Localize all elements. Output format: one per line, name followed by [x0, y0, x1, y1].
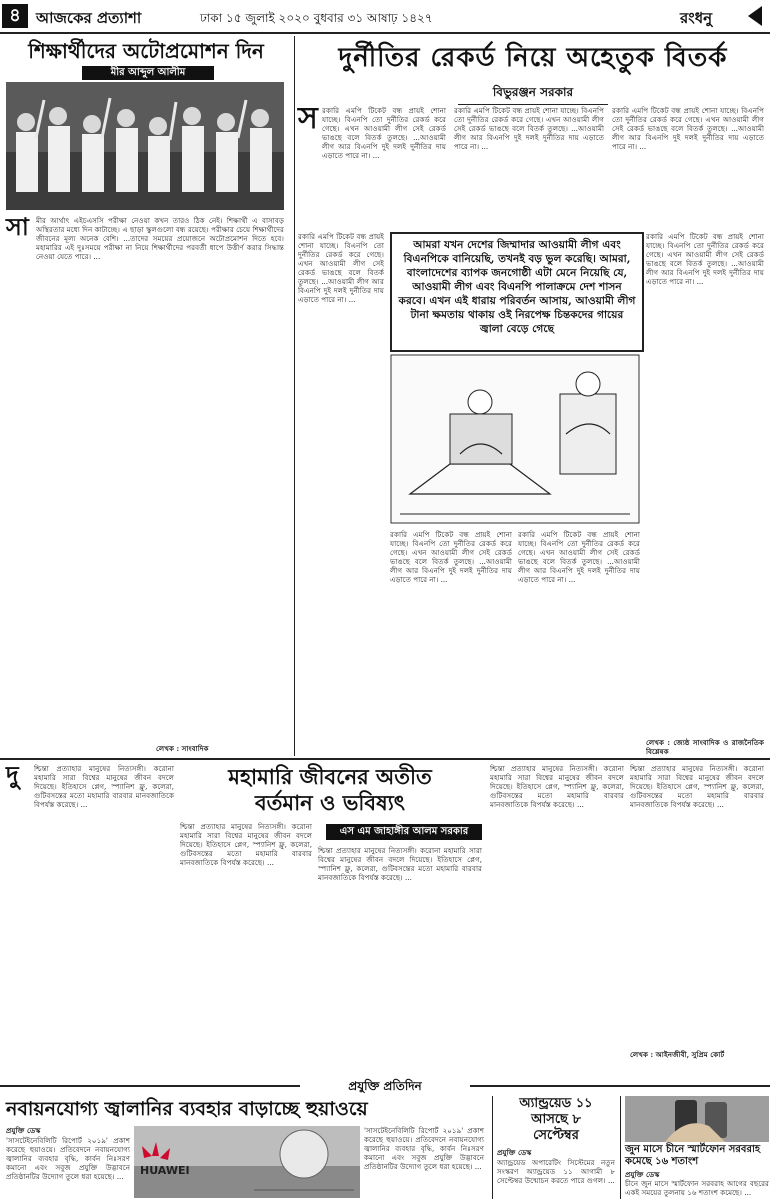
article-body-col2: রকারি এমপি টিকেট বন্ধ প্রায়ই শোনা যাচ্ছে। বিএনপি তো দুর্নীতির রেকর্ড করে গেছে। এখন আওয়ামী লীগ সেই রেকর্ড ভাঙছে বলে বিতর্ক তুলছে। ...আওয়ামী লীগ আর বিএনপি দুই দলই দুর্নীতির দায় এড়াতে পারে না। ... — [454, 106, 604, 151]
article-title: নবায়নযোগ্য জ্বালানির ব্যবহার বাড়াচ্ছে হুয়াওয়ে — [6, 1098, 368, 1120]
article-corruption — [298, 36, 770, 756]
article-body-col5: শ্চিন্তা প্রত্যাহার মানুষের নিত্যসঙ্গী। করোনা মহামারি সারা বিশ্বের মানুষের জীবন বদলে দিয়েছে। ইতিহাসে প্লেগ, স্প্যানিশ ফ্লু, কলেরা, গুটিবসন্তের মতো মহামারি বারবার মানবজাতিকে বিপর্যস্ত করেছে। ... — [630, 764, 764, 809]
huawei-logo: HUAWEI — [140, 1164, 190, 1177]
article-author: মীর আব্দুল আলীম — [82, 66, 214, 80]
article-title-line2: আসছে ৮ — [531, 1112, 581, 1127]
article-body-left: রকারি এমপি টিকেট বন্ধ প্রায়ই শোনা যাচ্ছে। বিএনপি তো দুর্নীতির রেকর্ড করে গেছে। এখন আওয়ামী লীগ সেই রেকর্ড ভাঙছে বলে বিতর্ক তুলছে। ...আওয়ামী লীগ আর বিএনপি দুই দলই দুর্নীতির দায় এড়াতে পারে না। ... — [298, 232, 384, 304]
article-author: বিভুরঞ্জন সরকার — [458, 84, 608, 105]
article-body: অ্যান্ড্রয়েড অপারেটিং সিস্টেমের নতুন সংস্করণ অ্যান্ড্রয়েড ১১ আগামী ৮ সেপ্টেম্বর উন্মোচন করতে পারে গুগল। ... — [497, 1158, 615, 1185]
article-body-col4: শ্চিন্তা প্রত্যাহার মানুষের নিত্যসঙ্গী। করোনা মহামারি সারা বিশ্বের মানুষের জীবন বদলে দিয়েছে। ইতিহাসে প্লেগ, স্প্যানিশ ফ্লু, কলেরা, গুটিবসন্তের মতো মহামারি বারবার মানবজাতিকে বিপর্যস্ত করেছে। ... — [490, 764, 624, 809]
page-header — [0, 0, 770, 32]
dropcap: দু — [6, 760, 19, 789]
article-footer: লেখক : আইনজীবী, সুপ্রিম কোর্ট — [630, 1050, 725, 1059]
article-title: দুর্নীতির রেকর্ড নিয়ে অহেতুক বিতর্ক — [338, 43, 728, 73]
article-body-col3: রকারি এমপি টিকেট বন্ধ প্রায়ই শোনা যাচ্ছে। বিএনপি তো দুর্নীতির রেকর্ড করে গেছে। এখন আওয়ামী লীগ সেই রেকর্ড ভাঙছে বলে বিতর্ক তুলছে। ...আওয়ামী লীগ আর বিএনপি দুই দলই দুর্নীতির দায় এড়াতে পারে না। ... — [612, 106, 764, 151]
article-title-line2: বর্তমান ও ভবিষ্যৎ — [254, 790, 406, 815]
article-body: চীনে জুন মাসে স্মার্টফোন সরবরাহ আগের বছরের একই সময়ের তুলনায় ১৬ শতাংশ কমেছে। ... — [625, 1179, 769, 1197]
dateline: ঢাকা ১৫ জুলাই ২০২০ বুধবার ৩১ আষাঢ় ১৪২৭ — [200, 11, 433, 25]
section-arrow-icon — [748, 6, 762, 26]
article-title-line2: কমেছে ১৬ শতাংশ — [625, 1156, 699, 1167]
tech-section-banner — [0, 1078, 770, 1094]
article-body-col1: রকারি এমপি টিকেট বন্ধ প্রায়ই শোনা যাচ্ছে। বিএনপি তো দুর্নীতির রেকর্ড করে গেছে। এখন আওয়ামী লীগ সেই রেকর্ড ভাঙছে বলে বিতর্ক তুলছে। ...আওয়ামী লীগ আর বিএনপি দুই দলই দুর্নীতির দায় এড়াতে পারে না। ... — [322, 106, 446, 160]
article-byline: প্রযুক্তি ডেস্ক — [6, 1126, 41, 1135]
smartphone-photo — [625, 1096, 769, 1142]
column-divider — [294, 36, 295, 756]
article-author: এস এম জাহাঙ্গীর আলম সরকার — [326, 824, 482, 840]
article-footer: লেখক : জ্যেষ্ঠ সাংবাদিক ও রাজনৈতিক বিশ্লেষক — [646, 738, 764, 756]
article-body-col2: 'সাসটেইনেবিলিটি রিপোর্ট ২০১৯' প্রকাশ করেছে হুয়াওয়ে। প্রতিবেদনে নবায়নযোগ্য জ্বালানির ব্যবহার বৃদ্ধি, কার্বন নিঃসরণ কমানো এবং সবুজ প্রযুক্তি উদ্ভাবনে প্রতিষ্ঠানটির উদ্যোগ তুলে ধরা হয়েছে। ... — [364, 1126, 484, 1171]
pullquote-box — [390, 232, 644, 352]
mid-divider — [0, 758, 770, 760]
article-body-col-center2: রকারি এমপি টিকেট বন্ধ প্রায়ই শোনা যাচ্ছে। বিএনপি তো দুর্নীতির রেকর্ড করে গেছে। এখন আওয়ামী লীগ সেই রেকর্ড ভাঙছে বলে বিতর্ক তুলছে। ...আওয়ামী লীগ আর বিএনপি দুই দলই দুর্নীতির দায় এড়াতে পারে না। ... — [518, 530, 640, 584]
article-title-line3: সেপ্টেম্বর — [533, 1128, 579, 1143]
article-autopromotion — [0, 36, 292, 756]
article-body-right: রকারি এমপি টিকেট বন্ধ প্রায়ই শোনা যাচ্ছে। বিএনপি তো দুর্নীতির রেকর্ড করে গেছে। এখন আওয়ামী লীগ সেই রেকর্ড ভাঙছে বলে বিতর্ক তুলছে। ...আওয়ামী লীগ আর বিএনপি দুই দলই দুর্নীতির দায় এড়াতে পারে না। ... — [646, 232, 764, 286]
dropcap: স — [298, 101, 318, 136]
article-title: শিক্ষার্থীদের অটোপ্রমোশন দিন — [28, 39, 264, 63]
section-banner-label: প্রযুক্তি প্রতিদিন — [300, 1078, 470, 1094]
article-huawei — [0, 1096, 488, 1199]
paper-name: আজকের প্রত্যাশা — [36, 9, 142, 27]
pullquote-text: আমরা যখন দেশের জিম্মাদার আওয়ামী লীগ এবং বিএনপিকে বানিয়েছি, তখনই বড় ভুল করেছি। আমরা, বাংলাদেশের ব্যাপক জনগোষ্ঠী এটা মেনে নিয়েছি যে, আওয়ামী লীগ এবং বিএনপি পালাক্রমে দেশ শাসন করবে। এখন এই ধারায় পরিবর্তন আসায়, আওয়ামী লীগ টানা ক্ষমতায় থাকায় ওই নিরপেক্ষ চিন্তকদের গায়ের জ্বালা বেড়ে গেছে — [398, 239, 636, 335]
article-body-col2: শ্চিন্তা প্রত্যাহার মানুষের নিত্যসঙ্গী। করোনা মহামারি সারা বিশ্বের মানুষের জীবন বদলে দিয়েছে। ইতিহাসে প্লেগ, স্প্যানিশ ফ্লু, কলেরা, গুটিবসন্তের মতো মহামারি বারবার মানবজাতিকে বিপর্যস্ত করেছে। ... — [180, 822, 312, 867]
page-number: ৪ — [2, 4, 28, 28]
article-title-line1: মহামারি জীবনের অতীত — [228, 764, 432, 789]
article-body-col1: 'সাসটেইনেবিলিটি রিপোর্ট ২০১৯' প্রকাশ করেছে হুয়াওয়ে। প্রতিবেদনে নবায়নযোগ্য জ্বালানির ব্যবহার বৃদ্ধি, কার্বন নিঃসরণ কমানো এবং সবুজ প্রযুক্তি উদ্ভাবনে প্রতিষ্ঠানটির উদ্যোগ তুলে ধরা হয়েছে। ... — [6, 1136, 130, 1181]
dropcap: সা — [6, 212, 29, 241]
politics-cartoon — [390, 354, 640, 524]
article-byline: প্রযুক্তি ডেস্ক — [625, 1170, 660, 1179]
article-byline: প্রযুক্তি ডেস্ক — [497, 1148, 532, 1157]
article-body-col3: শ্চিন্তা প্রত্যাহার মানুষের নিত্যসঙ্গী। করোনা মহামারি সারা বিশ্বের মানুষের জীবন বদলে দিয়েছে। ইতিহাসে প্লেগ, স্প্যানিশ ফ্লু, কলেরা, গুটিবসন্তের মতো মহামারি বারবার মানবজাতিকে বিপর্যস্ত করেছে। ... — [318, 846, 482, 882]
students-protest-photo — [6, 82, 284, 210]
article-pandemic — [0, 762, 770, 1074]
article-body-col1: শ্চিন্তা প্রত্যাহার মানুষের নিত্যসঙ্গী। করোনা মহামারি সারা বিশ্বের মানুষের জীবন বদলে দিয়েছে। ইতিহাসে প্লেগ, স্প্যানিশ ফ্লু, কলেরা, গুটিবসন্তের মতো মহামারি বারবার মানবজাতিকে বিপর্যস্ত করেছে। ... — [34, 764, 174, 809]
article-body: মীর আর্থাৎ এইচএসসি পরীক্ষা নেওয়া কখন তারও ঠিক নেই। শিক্ষার্থী এ বাসাবড় অস্থিরতার মধ্যে দিন কাটাচ্ছে। এ ছাড়া স্কুলগুলো বন্ধ রয়েছে। পরীক্ষার চেয়ে শিক্ষার্থীদের জীবনের মূল্য অনেক বেশি। ...তাদের সময়ের প্রয়োজনে অটোপ্রমোশন দিতে হবে। মহামারির এই দুঃসময়ে পরীক্ষা না নিয়ে শিক্ষার্থীদের পরবর্তী ধাপে উত্তীর্ণ করার সিদ্ধান্ত নেওয়া যেতে পারে। ... — [36, 216, 284, 261]
article-footer: লেখক : সাংবাদিক — [156, 744, 209, 753]
section-name: রংধনু — [680, 9, 713, 27]
huawei-photo — [134, 1126, 360, 1198]
article-android — [492, 1096, 617, 1199]
article-body-col-center: রকারি এমপি টিকেট বন্ধ প্রায়ই শোনা যাচ্ছে। বিএনপি তো দুর্নীতির রেকর্ড করে গেছে। এখন আওয়ামী লীগ সেই রেকর্ড ভাঙছে বলে বিতর্ক তুলছে। ...আওয়ামী লীগ আর বিএনপি দুই দলই দুর্নীতির দায় এড়াতে পারে না। ... — [390, 530, 512, 584]
article-title-line1: জুন মাসে চীনে স্মার্টফোন সরবরাহ — [625, 1144, 761, 1155]
article-title-line1: অ্যান্ড্রয়েড ১১ — [519, 1096, 593, 1111]
header-divider — [0, 32, 770, 34]
article-china-smartphone — [620, 1096, 770, 1199]
